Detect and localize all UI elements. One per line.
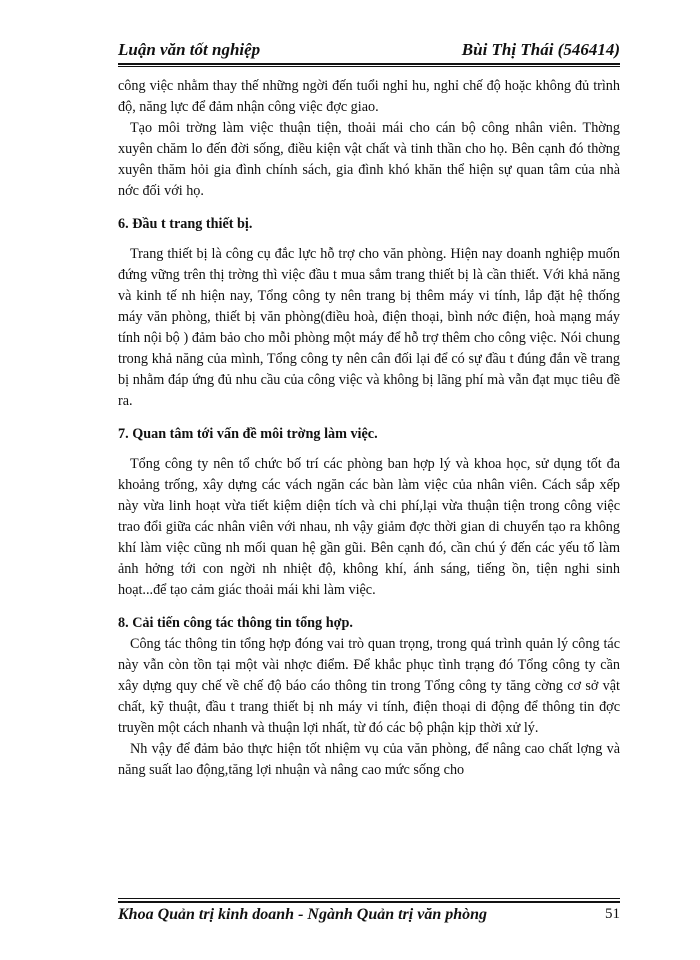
page-body [118, 76, 620, 781]
section-heading-7: 7. Quan tâm tới vấn đề môi trờng làm việc. [118, 426, 378, 442]
header-rule [118, 63, 620, 65]
footer-department: Khoa Quản trị kinh doanh - Ngành Quản trị văn phòng [118, 906, 488, 923]
header-author: Bùi Thị Thái (546414) [461, 40, 620, 59]
header-thesis-title: Luận văn tốt nghiệp [118, 40, 261, 59]
footer-rule [118, 901, 620, 903]
paragraph: Tạo môi trờng làm việc thuận tiện, thoải mái cho cán bộ công nhân viên. Thờng xuyên chăm lo đến đời sống, điều kiện vật chất và tinh thần cho họ. Bên cạnh đó thờng xuyên thăm hỏi gia đình chính sách, gia đình khó khăn thể hiện sự quan tâm của nhà nớc đối với họ. [118, 120, 620, 199]
page-number: 51 [605, 906, 620, 922]
paragraph: Trang thiết bị là công cụ đắc lực hỗ trợ cho văn phòng. Hiện nay doanh nghiệp muốn đứng vững trên thị trờng thì việc đầu t mua sắm trang thiết bị là cần thiết. Với khả năng và kinh tế nh hiện nay, Tổng công ty nên trang bị thêm máy vi tính, lắp đặt hệ thống máy văn phòng, thiết bị văn phòng(điều hoà, điện thoại, bình nớc điện, hoà mạng máy tính nội bộ ) đảm bảo cho mỗi phòng một máy để hỗ trợ thêm cho công việc. Nói chung trong khả năng của mình, Tổng công ty nên cân đối lại để có sự đầu t đúng đắn về trang bị nhằm đáp ứng đủ nhu cầu của công việc và không bị lãng phí mà vẫn đạt mục tiêu đề ra. [118, 246, 620, 409]
page-footer [118, 906, 620, 930]
footer-rule-thin [118, 898, 620, 899]
paragraph: Công tác thông tin tổng hợp đóng vai trò quan trọng, trong quá trình quản lý công tác này vẫn còn tồn tại một vài nhợc điểm. Để khắc phục tình trạng đó Tổng công ty cần xây dựng quy chế về chế độ báo cáo thông tin trong Tổng công ty tăng cờng cơ sở vật chất, kỹ thuật, đầu t trang thiết bị nh máy vi tính, điện thoại di động để thông tin đợc truyền một cách nhanh và thuận lợi nhất, từ đó các bộ phận kịp thời xử lý. [118, 636, 620, 736]
paragraph: Nh vậy để đảm bảo thực hiện tốt nhiệm vụ của văn phòng, để nâng cao chất lợng và năng suất lao động,tăng lợi nhuận và nâng cao mức sống cho [118, 741, 620, 778]
page-header [118, 40, 620, 62]
header-rule-thin [118, 66, 620, 67]
paragraph: Tổng công ty nên tổ chức bố trí các phòng ban hợp lý và khoa học, sử dụng tốt đa khoảng trống, xây dựng các vách ngăn các bàn làm việc của nhân viên. Cách sắp xếp này vừa linh hoạt vừa tiết kiệm diện tích và chi phí,lại vừa thuận tiện trong công việc trao đổi giữa các nhân viên với nhau, nh vậy giảm đợc thời gian di chuyển tạo ra không khí làm việc cũng nh mối quan hệ gần gũi. Bên cạnh đó, cần chú ý đến các yếu tố làm ảnh hởng tới con ngời nh nhiệt độ, không khí, ánh sáng, tiếng ồn, tiện nghi sinh hoạt...để tạo cảm giác thoải mái khi làm việc. [118, 456, 620, 598]
section-heading-8: 8. Cải tiến công tác thông tin tổng hợp. [118, 615, 353, 631]
section-heading-6: 6. Đầu t trang thiết bị. [118, 216, 253, 232]
paragraph: công việc nhằm thay thế những ngời đến tuổi nghỉ hu, nghỉ chế độ hoặc không đủ trình độ, năng lực để đảm nhận công việc đợc giao. [118, 78, 620, 115]
